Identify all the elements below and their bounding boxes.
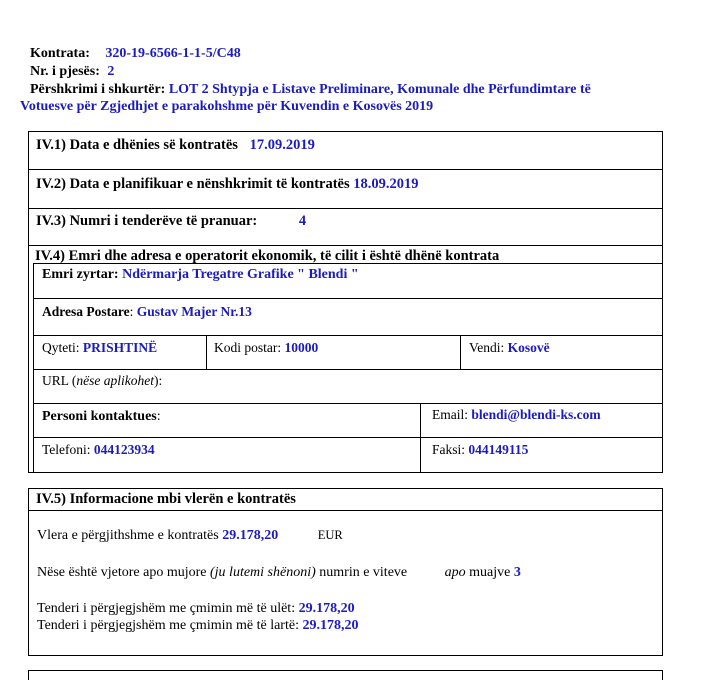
next-section-border — [28, 670, 663, 680]
location-row — [33, 335, 663, 370]
email-value: blendi@blendi-ks.com — [471, 407, 601, 422]
duration-label: Nëse është vjetore apo mujore — [37, 565, 207, 580]
lowest-tender-value: 29.178,20 — [298, 601, 355, 616]
divider — [29, 510, 662, 511]
contract-number: 320-19-6566-1-1-5/C48 — [105, 46, 241, 61]
duration-or: apo — [444, 565, 466, 580]
description-value-1: LOT 2 Shtypja e Listave Preliminare, Komunale dhe Përfundimtare të — [168, 82, 591, 97]
duration-line — [37, 565, 657, 581]
contact-row — [33, 403, 663, 438]
fax-value: 044149115 — [468, 442, 529, 457]
lowest-tender-line — [37, 601, 355, 617]
operator-title: IV.4) Emri dhe adresa e operatorit ekonomik, të cilit i është dhënë kontrata — [35, 248, 500, 264]
country-label: Vendi: — [469, 340, 505, 355]
postal-address-value: Gustav Majer Nr.13 — [136, 304, 252, 319]
contract-value-title: IV.5) Informacione mbi vlerën e kontratës — [36, 491, 296, 507]
contact-person-label: Personi kontaktues — [42, 409, 157, 424]
section-contract-value — [28, 488, 663, 656]
contract-label: Kontrata: — [30, 46, 90, 61]
official-name-label: Emri zyrtar — [42, 267, 114, 282]
description-line — [30, 81, 591, 98]
divider — [420, 438, 421, 472]
divider — [460, 336, 461, 369]
phone-row — [33, 437, 663, 473]
duration-value: 3 — [513, 565, 521, 580]
fax-label: Faksi: — [432, 442, 466, 457]
duration-years-label: numrin e viteve — [319, 565, 408, 580]
contract-line — [30, 45, 241, 62]
total-value-label: Vlera e përgjithshme e kontratës — [37, 528, 219, 543]
url-row — [33, 369, 663, 404]
duration-note: (ju lutemi shënoni) — [210, 565, 316, 580]
currency: EUR — [317, 528, 343, 542]
description-label: Përshkrimi i shkurtër: — [30, 82, 166, 97]
tenders-received-value: 4 — [298, 213, 307, 229]
url-note: nëse aplikohet — [76, 373, 154, 388]
city-label: Qyteti: — [42, 340, 80, 355]
postal-code-label: Kodi postar: — [214, 340, 282, 355]
total-value-line — [37, 528, 343, 544]
description-value-2: Votuesve për Zgjedhjet e parakohshme për Kuvendin e Kosovës 2019 — [20, 99, 434, 114]
signing-date-value: 18.09.2019 — [353, 176, 419, 192]
highest-tender-value: 29.178,20 — [302, 618, 359, 633]
postal-address-label: Adresa Postare — [42, 304, 130, 319]
part-label: Nr. i pjesës: — [30, 64, 100, 79]
total-value: 29.178,20 — [222, 528, 279, 543]
postal-address-row: Adresa Postare: Gustav Majer Nr.13 — [33, 298, 663, 336]
award-date-value: 17.09.2019 — [249, 137, 315, 153]
phone-label: Telefoni: — [42, 442, 91, 457]
url-label: URL ( — [42, 373, 77, 388]
section-signing-date — [28, 169, 663, 209]
official-name-value: Ndërmarja Tregatre Grafike " Blendi " — [122, 267, 359, 282]
divider — [420, 404, 421, 437]
highest-tender-label: Tenderi i përgjegjshëm me çmimin më të lartë: — [37, 618, 299, 633]
section-tenders-received — [28, 208, 663, 246]
part-line — [30, 63, 114, 80]
highest-tender-line — [37, 618, 358, 634]
part-number: 2 — [107, 64, 115, 79]
duration-months-label: muajve — [469, 565, 511, 580]
city-value: PRISHTINË — [82, 340, 158, 355]
url-label-end: ): — [153, 373, 163, 388]
award-date-label: IV.1) Data e dhënies së kontratës — [36, 137, 238, 153]
official-name-row: Emri zyrtar: Ndërmarja Tregatre Grafike " Blendi " — [33, 263, 663, 299]
contact-person-colon: : — [156, 409, 161, 424]
country-value: Kosovë — [507, 340, 550, 355]
postal-code-value: 10000 — [284, 340, 319, 355]
tenders-received-label: IV.3) Numri i tenderëve të pranuar: — [36, 213, 258, 229]
section-award-date — [28, 131, 663, 170]
lowest-tender-label: Tenderi i përgjegjshëm me çmimin më të ulët: — [37, 601, 296, 616]
email-label: Email: — [432, 407, 468, 422]
signing-date-label: IV.2) Data e planifikuar e nënshkrimit të kontratës — [36, 176, 350, 192]
divider — [206, 336, 207, 369]
phone-value: 044123934 — [93, 442, 155, 457]
